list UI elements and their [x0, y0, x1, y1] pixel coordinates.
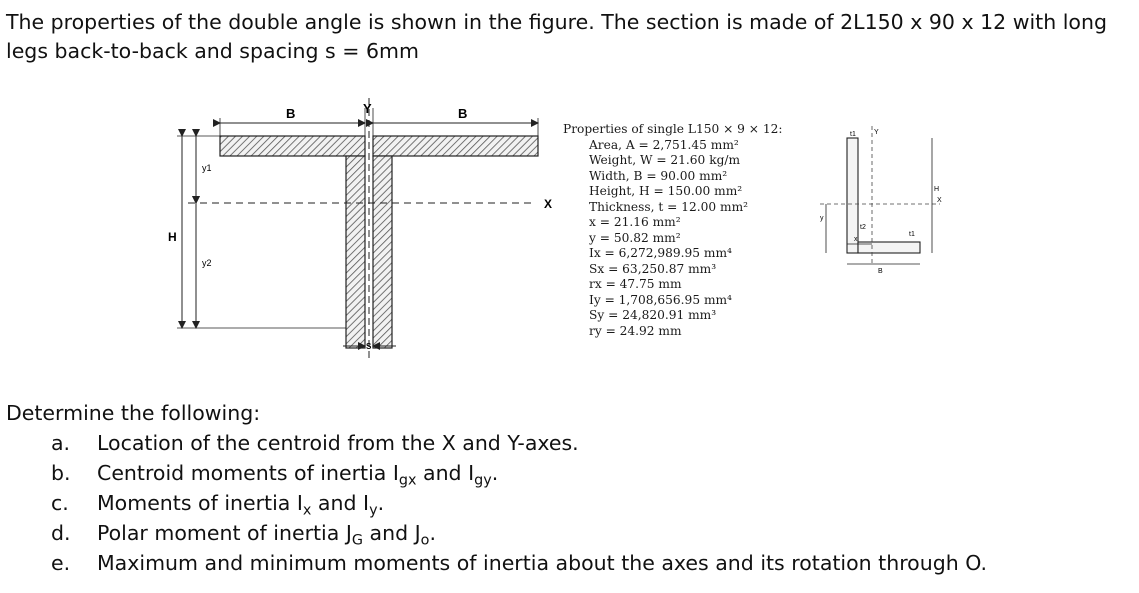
task-text-e: Maximum and minimum moments of inertia about the axes and its rotation through O. — [97, 551, 988, 575]
task-text-d-pre: Polar moment of inertia J — [97, 521, 352, 545]
properties-title: Properties of single L150 × 9 × 12: — [563, 122, 783, 136]
task-text-a: Location of the centroid from the X and Y-axes. — [97, 431, 579, 455]
b-left-label: B — [286, 106, 296, 121]
sketch-x-label: X — [937, 197, 942, 204]
task-letter-c: c. — [51, 491, 69, 515]
left-angle-section — [220, 136, 365, 348]
h-label: H — [168, 230, 177, 244]
prop-width: Width, B = 90.00 mm² — [589, 168, 728, 183]
sketch-t1-label: t1 — [850, 131, 856, 138]
task-item-a — [6, 428, 987, 458]
prop-ix: Ix = 6,272,989.95 mm⁴ — [589, 246, 732, 260]
task-list — [6, 398, 987, 578]
task-text-c-post: . — [377, 491, 385, 515]
sketch-h-label: H — [934, 186, 940, 193]
task-item-c — [6, 488, 987, 518]
spacing-label: S — [366, 342, 372, 351]
task-item-b — [6, 458, 987, 488]
b-right-label: B — [458, 106, 468, 121]
prop-thickness: Thickness, t = 12.00 mm² — [589, 199, 749, 214]
sketch-t3-label: t1 — [909, 231, 915, 238]
sketch-t2-label: t2 — [860, 224, 866, 231]
task-item-d — [6, 518, 987, 548]
sketch-xbar-label: x — [854, 236, 858, 243]
task-text-d-post: . — [429, 521, 436, 545]
y1-label: y1 — [202, 163, 212, 173]
task-letter-d: d. — [51, 521, 71, 545]
problem-statement: The properties of the double angle is shown in the figure. The section is made of 2L150 x 90 x 12 with long legs back-to-back and spacing s = 6mm — [6, 10, 1107, 63]
prop-ybar: y = 50.82 mm² — [589, 230, 681, 245]
prop-area: Area, A = 2,751.45 mm² — [589, 137, 739, 152]
prop-ry: ry = 24.92 mm — [589, 323, 682, 338]
sketch-ybar-label: y — [820, 215, 824, 222]
task-heading: Determine the following: — [6, 401, 261, 425]
task-letter-a: a. — [51, 431, 71, 455]
task-item-e — [6, 548, 987, 578]
prop-sy: Sy = 24,820.91 mm³ — [589, 308, 717, 322]
task-text-c-pre: Moments of inertia I — [97, 491, 303, 515]
task-text-b-post: . — [491, 461, 499, 485]
x-axis-label: X — [544, 197, 553, 211]
task-text-c-mid: and I — [311, 491, 370, 515]
properties-table — [563, 122, 783, 339]
task-text-c-sub2: y — [369, 502, 378, 519]
y2-label: y2 — [202, 258, 212, 268]
prop-xbar: x = 21.16 mm² — [589, 215, 681, 229]
task-text-d-mid: and J — [363, 521, 421, 545]
prop-rx: rx = 47.75 mm — [589, 277, 682, 291]
task-text-d-sub2: o — [420, 532, 430, 549]
prop-sx: Sx = 63,250.87 mm³ — [589, 261, 717, 276]
task-letter-e: e. — [51, 551, 71, 575]
task-text-c-sub1: x — [302, 502, 312, 519]
task-text-b-sub2: gy — [474, 472, 492, 489]
right-angle-section — [373, 136, 538, 348]
prop-iy: Iy = 1,708,656.95 mm⁴ — [589, 292, 732, 307]
sketch-y-label: Y — [874, 129, 879, 136]
task-text-b-mid: and I — [416, 461, 475, 485]
task-text-d-sub1: G — [351, 532, 364, 549]
task-text-b-pre: Centroid moments of inertia I — [97, 461, 399, 485]
prop-weight: Weight, W = 21.60 kg/m — [589, 153, 741, 167]
single-angle-sketch — [820, 126, 942, 275]
task-letter-b: b. — [51, 461, 71, 485]
task-text-b-sub1: gx — [398, 472, 417, 489]
prop-height: Height, H = 150.00 mm² — [589, 184, 743, 198]
y-axis-label: Y — [363, 101, 372, 116]
sketch-b-label: B — [878, 268, 883, 275]
